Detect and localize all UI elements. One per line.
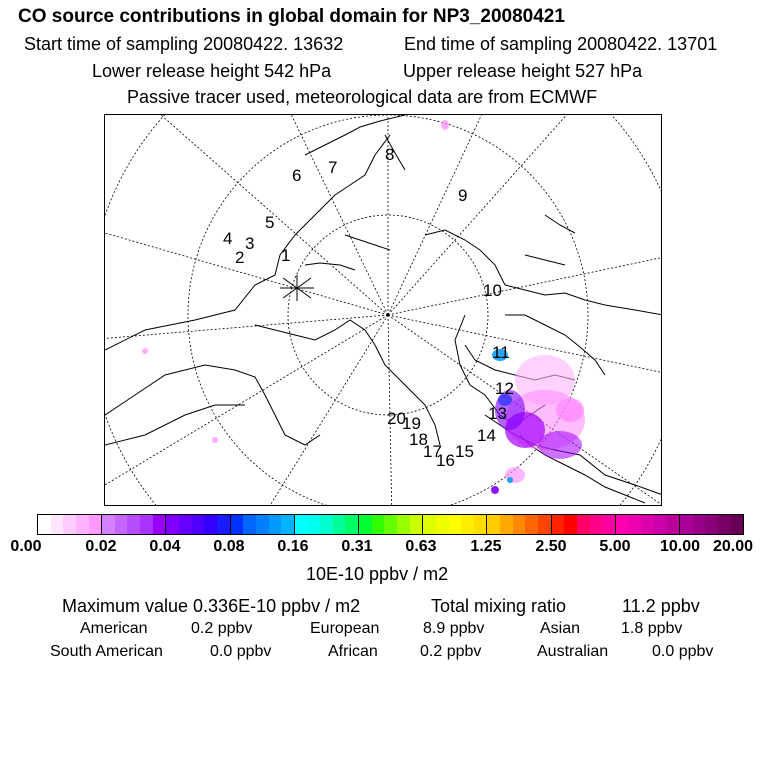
color-scale-cell (525, 515, 538, 534)
max-value-text: Maximum value 0.336E-10 ppbv / m2 (62, 596, 361, 616)
region-value: 0.2 ppbv (420, 643, 482, 660)
color-scale-cell (397, 515, 410, 534)
color-scale-cell (230, 515, 244, 534)
color-scale-cell (486, 515, 500, 534)
track-label: 5 (265, 213, 275, 232)
color-scale-cell (204, 515, 217, 534)
color-scale-cell (513, 515, 526, 534)
scale-tick-label: 5.00 (599, 538, 631, 555)
color-scale-cell (127, 515, 140, 534)
scale-unit-label: 10E-10 ppbv / m2 (306, 564, 449, 584)
color-scale-cell (641, 515, 654, 534)
color-scale-cell (500, 515, 513, 534)
color-scale-cell (693, 515, 706, 534)
color-scale-cell (345, 515, 358, 534)
region-name: South American (50, 643, 163, 660)
track-label: 13 (488, 404, 507, 423)
region-name: European (310, 620, 380, 637)
color-scale-cell (307, 515, 320, 534)
color-scale-cell (372, 515, 385, 534)
color-scale-cell (422, 515, 436, 534)
scale-tick-label: 0.00 (10, 538, 42, 555)
scale-tick-label: 0.02 (85, 538, 117, 555)
color-scale-cell (269, 515, 282, 534)
tracer-note-text: Passive tracer used, meteorological data are from ECMWF (127, 87, 598, 107)
color-scale-cell (564, 515, 577, 534)
color-scale-cell (705, 515, 718, 534)
scale-tick-label: 1.25 (470, 538, 502, 555)
color-scale-cell (76, 515, 89, 534)
color-scale-cell (294, 515, 308, 534)
color-scale-cell (474, 515, 487, 534)
total-mixing-value: 11.2 ppbv (622, 596, 700, 616)
color-scale-cell (666, 515, 679, 534)
color-scale-cell (281, 515, 294, 534)
color-scale-cell (115, 515, 128, 534)
color-scale-cell (358, 515, 372, 534)
track-label: 17 (423, 442, 442, 461)
color-scale-cell (551, 515, 565, 534)
track-label: 20 (387, 409, 406, 428)
track-label: 12 (495, 379, 514, 398)
scale-tick-label: 2.50 (535, 538, 567, 555)
color-scale-cell (577, 515, 590, 534)
track-label: 18 (409, 430, 428, 449)
region-name: African (328, 643, 378, 660)
track-label: 2 (235, 248, 245, 267)
region-name: Asian (540, 620, 581, 637)
scale-tick-label: 20.00 (712, 538, 754, 555)
color-scale-cell (461, 515, 474, 534)
scale-tick-label: 10.00 (659, 538, 701, 555)
color-scale-cell (165, 515, 179, 534)
color-scale-cell (333, 515, 346, 534)
color-scale-cell (436, 515, 449, 534)
color-scale-bar (37, 514, 744, 535)
color-scale-cell (243, 515, 256, 534)
color-scale-cell (38, 515, 51, 534)
scale-tick-label: 0.04 (149, 538, 181, 555)
color-scale-cell (679, 515, 693, 534)
color-scale-cell (590, 515, 603, 534)
track-label: 3 (245, 234, 255, 253)
color-scale-cell (63, 515, 76, 534)
scale-tick-label: 0.63 (405, 538, 437, 555)
color-scale-cell (89, 515, 102, 534)
color-scale-cell (654, 515, 667, 534)
region-name: Australian (537, 643, 609, 660)
color-scale-cell (179, 515, 192, 534)
color-scale-cell (731, 515, 744, 534)
region-value: 0.0 ppbv (652, 643, 714, 660)
region-value: 8.9 ppbv (423, 620, 485, 637)
scale-tick-label: 0.16 (277, 538, 309, 555)
color-scale-cell (51, 515, 64, 534)
region-value: 0.0 ppbv (210, 643, 272, 660)
upper-height-text: Upper release height 527 hPa (403, 61, 643, 81)
track-label: 1 (281, 246, 291, 265)
track-label: 6 (292, 166, 302, 185)
color-scale-cell (718, 515, 731, 534)
color-scale-cell (384, 515, 397, 534)
color-scale-cell (449, 515, 462, 534)
track-label: 9 (458, 186, 468, 205)
color-scale-cell (256, 515, 269, 534)
track-label: 19 (402, 414, 421, 433)
track-label: 11 (492, 343, 510, 362)
track-label: 15 (455, 442, 474, 461)
color-scale-cell (410, 515, 423, 534)
region-value: 0.2 ppbv (191, 620, 253, 637)
track-label: 8 (385, 145, 395, 164)
color-scale-cell (538, 515, 551, 534)
color-scale-cell (153, 515, 166, 534)
color-scale-cell (320, 515, 333, 534)
polar-map (104, 114, 662, 506)
total-mixing-label: Total mixing ratio (431, 596, 567, 616)
region-name: American (80, 620, 148, 637)
release-marker (280, 275, 314, 301)
region-value: 1.8 ppbv (621, 620, 683, 637)
map-canvas (105, 115, 662, 506)
track-labels (223, 145, 514, 470)
lower-height-text: Lower release height 542 hPa (92, 61, 332, 81)
plot-title: CO source contributions in global domain for NP3_20080421 (18, 6, 565, 27)
track-label: 16 (436, 451, 455, 470)
end-time-text: End time of sampling 20080422. 13701 (404, 34, 718, 54)
color-scale-cell (602, 515, 615, 534)
track-label: 7 (328, 158, 338, 177)
start-time-text: Start time of sampling 20080422. 13632 (24, 34, 344, 54)
color-scale-cell (101, 515, 115, 534)
scale-tick-label: 0.31 (341, 538, 373, 555)
scale-tick-label: 0.08 (213, 538, 245, 555)
track-label: 10 (483, 281, 502, 300)
color-scale-cell (615, 515, 629, 534)
color-scale-cell (217, 515, 230, 534)
track-label: 4 (223, 229, 233, 248)
color-scale-cell (628, 515, 641, 534)
track-label: 14 (477, 426, 496, 445)
color-scale-cell (192, 515, 205, 534)
color-scale-cell (140, 515, 153, 534)
